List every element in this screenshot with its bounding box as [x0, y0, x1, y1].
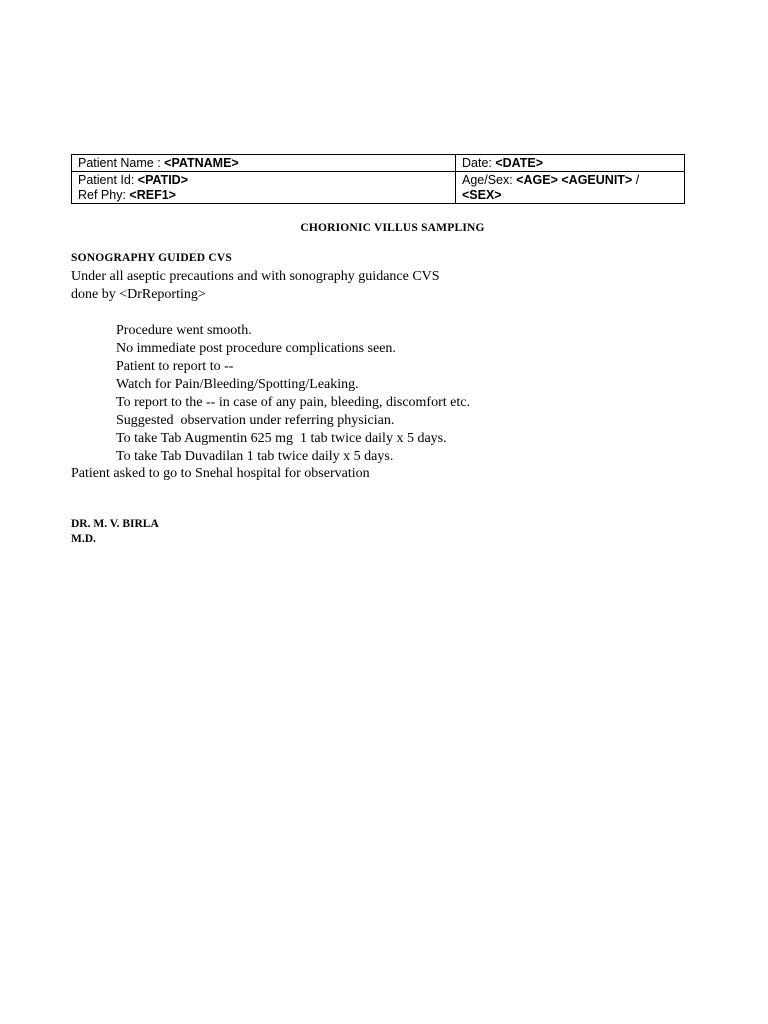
doctor-degree: M.D.	[71, 533, 96, 545]
closing-line: Patient asked to go to Snehal hospital for observation	[71, 466, 370, 481]
finding-item: Watch for Pain/Bleeding/Spotting/Leaking.	[116, 377, 359, 392]
section-heading: SONOGRAPHY GUIDED CVS	[71, 252, 232, 264]
patient-info-row-1	[72, 155, 685, 172]
patient-info-table	[71, 154, 685, 204]
patient-name-label: Patient Name :	[78, 156, 165, 170]
sex-value: <SEX>	[462, 188, 502, 202]
report-title: CHORIONIC VILLUS SAMPLING	[300, 222, 485, 234]
finding-item: Suggested observation under referring physician.	[116, 413, 395, 428]
patient-id-line	[78, 173, 449, 188]
age-sex-separator: /	[632, 173, 640, 187]
ref-phy-line	[78, 188, 449, 203]
age-sex-cell	[456, 172, 685, 204]
finding-item: Patient to report to --	[116, 359, 234, 374]
ref-phy-value: <REF1>	[129, 188, 176, 202]
age-value: <AGE>	[516, 173, 558, 187]
intro-line: done by <DrReporting>	[71, 287, 206, 302]
signature-block	[71, 517, 159, 547]
date-value: <DATE>	[495, 156, 544, 170]
finding-item: Procedure went smooth.	[116, 323, 252, 338]
age-unit-value: <AGEUNIT>	[561, 173, 633, 187]
intro-paragraph	[71, 268, 440, 304]
date-cell	[456, 155, 685, 172]
patient-name-value: <PATNAME>	[164, 156, 239, 170]
patient-id-label: Patient Id:	[78, 173, 138, 187]
patient-id-ref-cell	[72, 172, 456, 204]
findings-list	[116, 322, 470, 466]
ref-phy-label: Ref Phy:	[78, 188, 130, 202]
date-label: Date:	[462, 156, 496, 170]
patient-id-value: <PATID>	[137, 173, 189, 187]
patient-info-row-2	[72, 172, 685, 204]
intro-line: Under all aseptic precautions and with sonography guidance CVS	[71, 269, 440, 284]
age-sex-label: Age/Sex:	[462, 173, 517, 187]
finding-item: To take Tab Augmentin 625 mg 1 tab twice daily x 5 days.	[116, 431, 447, 446]
finding-item: No immediate post procedure complications seen.	[116, 341, 396, 356]
finding-item: To report to the -- in case of any pain, bleeding, discomfort etc.	[116, 395, 470, 410]
finding-item: To take Tab Duvadilan 1 tab twice daily x 5 days.	[116, 449, 394, 464]
doctor-name: DR. M. V. BIRLA	[71, 518, 159, 530]
patient-name-cell	[72, 155, 456, 172]
